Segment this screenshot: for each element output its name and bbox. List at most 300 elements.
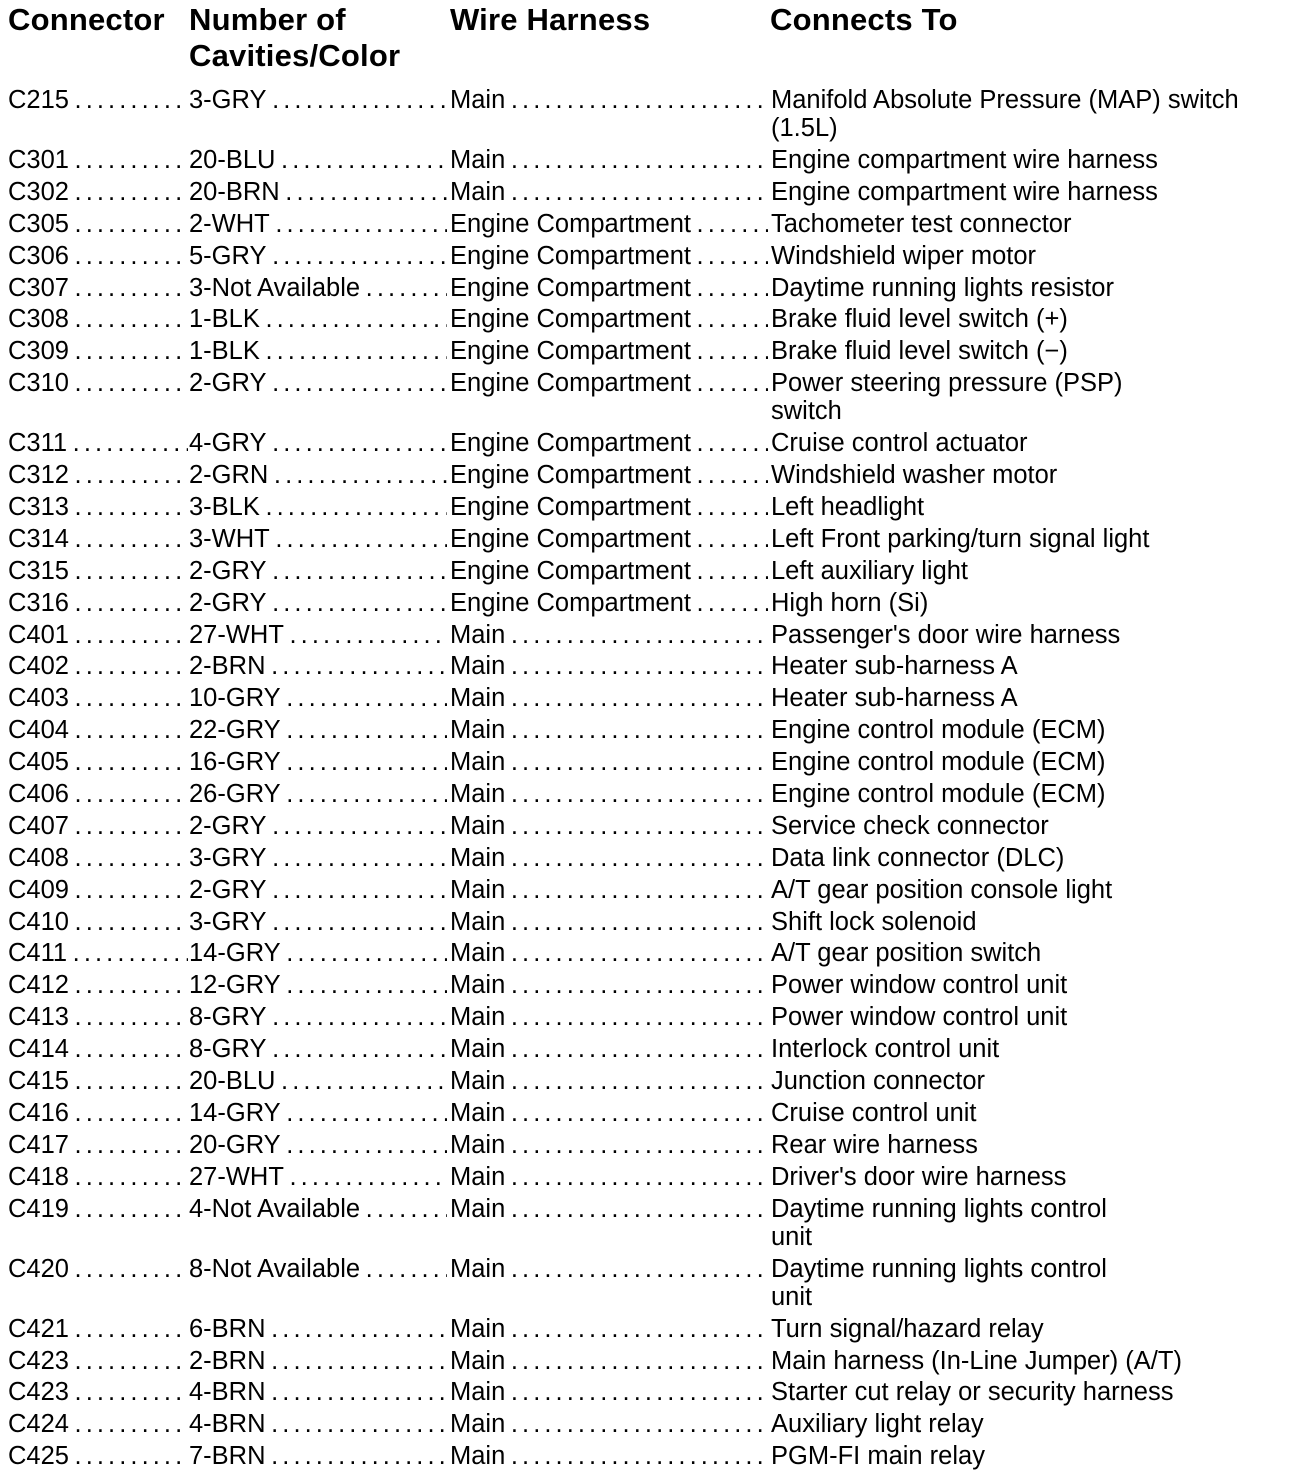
cavities-color-cell — [189, 178, 447, 206]
connects-to-cell — [771, 652, 1291, 680]
wire-harness: Engine Compartment . . . — [450, 337, 768, 365]
connector-id: C316 . . . — [8, 589, 188, 617]
table-row — [0, 876, 1296, 908]
connector-id-cell — [8, 274, 188, 302]
connector-id: C407 . . . — [8, 812, 188, 840]
wire-harness: Main . . . — [450, 1195, 768, 1223]
connector-id: C417 . . . — [8, 1131, 188, 1159]
table-header — [0, 0, 1296, 80]
connects-to: PGM-FI main relay — [771, 1442, 985, 1471]
table-body — [0, 86, 1296, 1474]
cavities-color: 1-BLK . . . — [189, 337, 447, 365]
cavities-color-cell — [189, 748, 447, 776]
connects-to: Interlock control unit — [771, 1035, 1000, 1064]
table-row — [0, 684, 1296, 716]
connector-id-cell — [8, 461, 188, 489]
cavities-color-cell — [189, 1378, 447, 1406]
table-row — [0, 274, 1296, 306]
wire-harness: Main . . . — [450, 1003, 768, 1031]
table-row — [0, 493, 1296, 525]
table-row — [0, 1131, 1296, 1163]
cavities-color: 16-GRY . . . — [189, 748, 447, 776]
connects-to-cell — [771, 780, 1291, 808]
connects-to-cell — [771, 748, 1291, 776]
connects-to-cell — [771, 1067, 1291, 1095]
cavities-color: 2-GRY . . . — [189, 876, 447, 904]
connects-to: Service check connector — [771, 811, 1049, 840]
wire-harness-cell — [450, 844, 768, 872]
wire-harness-cell — [450, 1003, 768, 1031]
connects-to-cell — [771, 876, 1291, 904]
connects-to: A/T gear position console light — [771, 875, 1113, 904]
connector-id: C215 . . . — [8, 86, 188, 114]
connects-to-continued: unit — [771, 1282, 813, 1311]
connector-id-cell — [8, 178, 188, 206]
wire-harness-cell — [450, 178, 768, 206]
connector-id-cell — [8, 939, 188, 967]
connects-to-cell — [771, 1131, 1291, 1159]
wire-harness-cell — [450, 337, 768, 365]
cavities-color-cell — [189, 844, 447, 872]
wire-harness: Main . . . — [450, 652, 768, 680]
cavities-color: 3-Not Available . . . — [189, 274, 447, 302]
connector-id-cell — [8, 1442, 188, 1470]
connects-to: Daytime running lights control — [771, 1254, 1107, 1283]
cavities-color-cell — [189, 1347, 447, 1375]
connector-id-cell — [8, 812, 188, 840]
cavities-color-cell — [189, 1131, 447, 1159]
connects-to: Auxiliary light relay — [771, 1410, 984, 1439]
wire-harness-cell — [450, 557, 768, 585]
connector-id-cell — [8, 780, 188, 808]
cavities-color-cell — [189, 1442, 447, 1470]
connector-id: C409 . . . — [8, 876, 188, 904]
cavities-color-cell — [189, 1035, 447, 1063]
cavities-color: 4-GRY . . . — [189, 429, 447, 457]
connects-to: Cruise control unit — [771, 1098, 977, 1127]
cavities-color: 8-Not Available . . . — [189, 1255, 447, 1283]
connector-id-cell — [8, 1315, 188, 1343]
cavities-color-cell — [189, 971, 447, 999]
cavities-color: 4-Not Available . . . — [189, 1195, 447, 1223]
wire-harness-cell — [450, 876, 768, 904]
connector-id-cell — [8, 589, 188, 617]
cavities-color-cell — [189, 684, 447, 712]
table-row — [0, 1003, 1296, 1035]
table-row — [0, 971, 1296, 1003]
connects-to-cell — [771, 1442, 1291, 1470]
table-row — [0, 780, 1296, 812]
table-row — [0, 429, 1296, 461]
connector-id: C308 . . . — [8, 305, 188, 333]
cavities-color: 20-GRY . . . — [189, 1131, 447, 1159]
cavities-color: 12-GRY . . . — [189, 971, 447, 999]
wire-harness: Engine Compartment . . . — [450, 493, 768, 521]
wire-harness-cell — [450, 210, 768, 238]
wire-harness-cell — [450, 1410, 768, 1438]
wire-harness-cell — [450, 684, 768, 712]
wire-harness-cell — [450, 525, 768, 553]
cavities-color: 2-GRY . . . — [189, 369, 447, 397]
connector-id-cell — [8, 684, 188, 712]
connector-id: C405 . . . — [8, 748, 188, 776]
connector-id-cell — [8, 844, 188, 872]
cavities-color: 2-GRY . . . — [189, 812, 447, 840]
wire-harness-cell — [450, 1315, 768, 1343]
connects-to: Power steering pressure (PSP) — [771, 369, 1123, 398]
connector-id: C411 . . . — [8, 939, 188, 967]
connector-id-cell — [8, 1378, 188, 1406]
connects-to: Passenger's door wire harness — [771, 620, 1121, 649]
cavities-color: 22-GRY . . . — [189, 716, 447, 744]
wire-harness-cell — [450, 1378, 768, 1406]
cavities-color-cell — [189, 525, 447, 553]
connects-to: Driver's door wire harness — [771, 1162, 1067, 1191]
connects-to: Starter cut relay or security harness — [771, 1378, 1174, 1407]
table-row — [0, 1347, 1296, 1379]
connector-id: C313 . . . — [8, 493, 188, 521]
connects-to: Windshield washer motor — [771, 461, 1058, 490]
cavities-color: 20-BLU . . . — [189, 1067, 447, 1095]
connects-to-cell — [771, 210, 1291, 238]
connects-to-cell — [771, 1195, 1291, 1251]
connects-to-cell — [771, 1035, 1291, 1063]
wire-harness: Main . . . — [450, 1315, 768, 1343]
wire-harness-cell — [450, 971, 768, 999]
connector-id-cell — [8, 1195, 188, 1223]
connects-to-cell — [771, 1003, 1291, 1031]
connector-id: C311 . . . — [8, 429, 188, 457]
cavities-color-cell — [189, 369, 447, 397]
cavities-color-cell — [189, 1410, 447, 1438]
wire-harness: Engine Compartment . . . — [450, 589, 768, 617]
cavities-color: 2-GRN . . . — [189, 461, 447, 489]
wire-harness-cell — [450, 1347, 768, 1375]
table-row — [0, 652, 1296, 684]
cavities-color-cell — [189, 493, 447, 521]
connector-id: C305 . . . — [8, 210, 188, 238]
wire-harness-cell — [450, 812, 768, 840]
connector-id: C406 . . . — [8, 780, 188, 808]
connects-to: Turn signal/hazard relay — [771, 1314, 1044, 1343]
connects-to-cell — [771, 716, 1291, 744]
connects-to: Engine control module (ECM) — [771, 716, 1106, 745]
cavities-color: 8-GRY . . . — [189, 1003, 447, 1031]
table-row — [0, 589, 1296, 621]
wire-harness: Main . . . — [450, 684, 768, 712]
wire-harness: Main . . . — [450, 146, 768, 174]
table-row — [0, 210, 1296, 242]
wire-harness: Main . . . — [450, 1410, 768, 1438]
connector-id-cell — [8, 493, 188, 521]
cavities-color: 14-GRY . . . — [189, 939, 447, 967]
connector-id-cell — [8, 525, 188, 553]
connects-to: Tachometer test connector — [771, 209, 1072, 238]
connector-id-cell — [8, 305, 188, 333]
connector-id-cell — [8, 621, 188, 649]
cavities-color: 4-BRN . . . — [189, 1410, 447, 1438]
connects-to: Shift lock solenoid — [771, 907, 977, 936]
wire-harness-cell — [450, 242, 768, 270]
wire-harness: Engine Compartment . . . — [450, 210, 768, 238]
wire-harness: Main . . . — [450, 1378, 768, 1406]
connector-id-cell — [8, 1163, 188, 1191]
connector-id-cell — [8, 242, 188, 270]
table-row — [0, 748, 1296, 780]
table-row — [0, 557, 1296, 589]
wire-harness-cell — [450, 86, 768, 114]
connects-to: Power window control unit — [771, 1003, 1068, 1032]
cavities-color-cell — [189, 1099, 447, 1127]
connects-to: Power window control unit — [771, 971, 1068, 1000]
table-row — [0, 525, 1296, 557]
header-connector: Connector — [8, 2, 165, 37]
cavities-color: 3-BLK . . . — [189, 493, 447, 521]
cavities-color-cell — [189, 1067, 447, 1095]
connects-to-continued: switch — [771, 397, 842, 426]
cavities-color-cell — [189, 589, 447, 617]
wire-harness-cell — [450, 589, 768, 617]
wire-harness: Main . . . — [450, 812, 768, 840]
connector-id-cell — [8, 1035, 188, 1063]
cavities-color: 7-BRN . . . — [189, 1442, 447, 1470]
connects-to-cell — [771, 1378, 1291, 1406]
connector-id: C423 . . . — [8, 1378, 188, 1406]
cavities-color: 3-WHT . . . — [189, 525, 447, 553]
connector-id-cell — [8, 337, 188, 365]
connects-to-cell — [771, 242, 1291, 270]
cavities-color: 27-WHT . . . — [189, 621, 447, 649]
connects-to: Rear wire harness — [771, 1130, 978, 1159]
connects-to: Engine compartment wire harness — [771, 177, 1158, 206]
connector-id: C401 . . . — [8, 621, 188, 649]
wire-harness-cell — [450, 621, 768, 649]
table-row — [0, 242, 1296, 274]
connects-to-cell — [771, 493, 1291, 521]
connector-id: C312 . . . — [8, 461, 188, 489]
wire-harness: Main . . . — [450, 1255, 768, 1283]
cavities-color-cell — [189, 146, 447, 174]
connects-to: Heater sub-harness A — [771, 652, 1018, 681]
table-row — [0, 812, 1296, 844]
connects-to-cell — [771, 621, 1291, 649]
connects-to: Engine control module (ECM) — [771, 748, 1106, 777]
wire-harness: Main . . . — [450, 621, 768, 649]
connector-id: C418 . . . — [8, 1163, 188, 1191]
connects-to-cell — [771, 178, 1291, 206]
connects-to-cell — [771, 971, 1291, 999]
table-row — [0, 1067, 1296, 1099]
cavities-color: 20-BRN . . . — [189, 178, 447, 206]
table-row — [0, 1315, 1296, 1347]
cavities-color: 14-GRY . . . — [189, 1099, 447, 1127]
wire-harness-cell — [450, 748, 768, 776]
connector-id-cell — [8, 716, 188, 744]
header-wire-harness: Wire Harness — [450, 2, 651, 37]
connector-id: C403 . . . — [8, 684, 188, 712]
wire-harness-cell — [450, 1099, 768, 1127]
cavities-color-cell — [189, 1195, 447, 1223]
cavities-color-cell — [189, 210, 447, 238]
connects-to: Daytime running lights resistor — [771, 273, 1114, 302]
wire-harness: Main . . . — [450, 1035, 768, 1063]
cavities-color: 4-BRN . . . — [189, 1378, 447, 1406]
wire-harness-cell — [450, 908, 768, 936]
connects-to: Daytime running lights control — [771, 1194, 1107, 1223]
connects-to: Data link connector (DLC) — [771, 843, 1065, 872]
wire-harness-cell — [450, 1035, 768, 1063]
connects-to: Engine control module (ECM) — [771, 780, 1106, 809]
connector-id: C315 . . . — [8, 557, 188, 585]
connector-id: C410 . . . — [8, 908, 188, 936]
wire-harness: Main . . . — [450, 178, 768, 206]
cavities-color: 3-GRY . . . — [189, 844, 447, 872]
table-row — [0, 939, 1296, 971]
wire-harness: Engine Compartment . . . — [450, 525, 768, 553]
connects-to-cell — [771, 1099, 1291, 1127]
connector-id: C424 . . . — [8, 1410, 188, 1438]
wire-harness: Main . . . — [450, 716, 768, 744]
connector-id-cell — [8, 1099, 188, 1127]
connects-to-cell — [771, 429, 1291, 457]
wire-harness: Main . . . — [450, 1442, 768, 1470]
table-row — [0, 1163, 1296, 1195]
wire-harness-cell — [450, 369, 768, 397]
cavities-color-cell — [189, 86, 447, 114]
connector-id-cell — [8, 748, 188, 776]
connects-to-cell — [771, 589, 1291, 617]
wire-harness-cell — [450, 146, 768, 174]
connector-id: C414 . . . — [8, 1035, 188, 1063]
cavities-color: 2-GRY . . . — [189, 589, 447, 617]
cavities-color: 1-BLK . . . — [189, 305, 447, 333]
connects-to-cell — [771, 525, 1291, 553]
table-row — [0, 369, 1296, 429]
header-connects-to: Connects To — [770, 2, 958, 37]
connects-to: Manifold Absolute Pressure (MAP) switch — [771, 86, 1239, 114]
connects-to-cell — [771, 146, 1291, 174]
cavities-color-cell — [189, 242, 447, 270]
connects-to-cell — [771, 369, 1291, 425]
connector-id: C301 . . . — [8, 146, 188, 174]
wire-harness-cell — [450, 716, 768, 744]
wire-harness: Engine Compartment . . . — [450, 429, 768, 457]
connects-to-cell — [771, 461, 1291, 489]
wire-harness: Main . . . — [450, 908, 768, 936]
cavities-color-cell — [189, 429, 447, 457]
connects-to: Left headlight — [771, 493, 925, 522]
cavities-color-cell — [189, 939, 447, 967]
connector-id-cell — [8, 429, 188, 457]
connects-to: Windshield wiper motor — [771, 241, 1037, 270]
cavities-color-cell — [189, 337, 447, 365]
connector-id: C419 . . . — [8, 1195, 188, 1223]
connects-to-cell — [771, 812, 1291, 840]
connector-id-cell — [8, 557, 188, 585]
table-row — [0, 1410, 1296, 1442]
header-cavities — [189, 2, 400, 74]
connects-to-cell — [771, 1410, 1291, 1438]
connects-to-cell — [771, 908, 1291, 936]
connects-to-cell — [771, 939, 1291, 967]
wire-harness: Main . . . — [450, 748, 768, 776]
wire-harness: Main . . . — [450, 876, 768, 904]
connects-to-cell — [771, 844, 1291, 872]
table-row — [0, 1035, 1296, 1067]
connector-id: C413 . . . — [8, 1003, 188, 1031]
cavities-color: 20-BLU . . . — [189, 146, 447, 174]
connects-to-cell — [771, 305, 1291, 333]
wire-harness: Main . . . — [450, 86, 768, 114]
table-row — [0, 305, 1296, 337]
connects-to-cell — [771, 1163, 1291, 1191]
wire-harness: Engine Compartment . . . — [450, 274, 768, 302]
wire-harness: Main . . . — [450, 780, 768, 808]
connects-to: Cruise control actuator — [771, 429, 1028, 458]
connector-id: C425 . . . — [8, 1442, 188, 1470]
connector-id: C402 . . . — [8, 652, 188, 680]
wire-harness: Engine Compartment . . . — [450, 242, 768, 270]
connects-to-cell — [771, 684, 1291, 712]
table-row — [0, 178, 1296, 210]
wire-harness-cell — [450, 652, 768, 680]
cavities-color-cell — [189, 1163, 447, 1191]
wire-harness-cell — [450, 305, 768, 333]
cavities-color-cell — [189, 557, 447, 585]
cavities-color: 2-GRY . . . — [189, 557, 447, 585]
table-row — [0, 1255, 1296, 1315]
header-cavities-line2: Cavities/Color — [189, 38, 401, 73]
cavities-color-cell — [189, 274, 447, 302]
connector-id: C302 . . . — [8, 178, 188, 206]
table-row — [0, 1442, 1296, 1474]
wire-harness-cell — [450, 1067, 768, 1095]
connector-id: C415 . . . — [8, 1067, 188, 1095]
cavities-color: 10-GRY . . . — [189, 684, 447, 712]
wire-harness: Main . . . — [450, 1131, 768, 1159]
cavities-color: 26-GRY . . . — [189, 780, 447, 808]
connector-id-cell — [8, 369, 188, 397]
cavities-color-cell — [189, 305, 447, 333]
cavities-color-cell — [189, 780, 447, 808]
cavities-color: 6-BRN . . . — [189, 1315, 447, 1343]
connector-id-cell — [8, 652, 188, 680]
table-row — [0, 1378, 1296, 1410]
connector-id-cell — [8, 971, 188, 999]
connects-to: Brake fluid level switch (+) — [771, 305, 1068, 334]
cavities-color: 2-BRN . . . — [189, 652, 447, 680]
connects-to-cell — [771, 86, 1291, 142]
connects-to: Brake fluid level switch (−) — [771, 337, 1068, 366]
connector-id: C404 . . . — [8, 716, 188, 744]
connector-id: C416 . . . — [8, 1099, 188, 1127]
connects-to-continued: unit — [771, 1222, 813, 1251]
connector-id: C314 . . . — [8, 525, 188, 553]
wire-harness-cell — [450, 1255, 768, 1283]
cavities-color-cell — [189, 1315, 447, 1343]
connector-id: C412 . . . — [8, 971, 188, 999]
header-cavities-line1: Number of — [189, 2, 346, 37]
connects-to: A/T gear position switch — [771, 939, 1042, 968]
wire-harness-cell — [450, 780, 768, 808]
cavities-color-cell — [189, 461, 447, 489]
connects-to-cell — [771, 274, 1291, 302]
table-row — [0, 716, 1296, 748]
table-row — [0, 844, 1296, 876]
table-row — [0, 86, 1296, 146]
wire-harness-cell — [450, 493, 768, 521]
connects-to-cell — [771, 1347, 1291, 1375]
